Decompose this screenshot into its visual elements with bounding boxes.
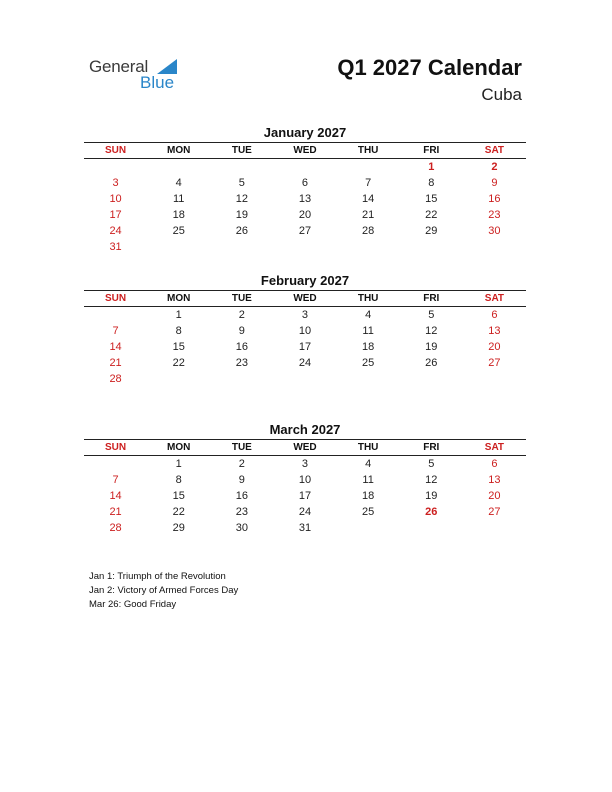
- day-cell: 16: [488, 193, 501, 205]
- day-cell: 29: [172, 522, 185, 534]
- day-cell: 12: [235, 193, 248, 205]
- day-cell: 19: [235, 209, 248, 221]
- day-cell: 26: [425, 506, 438, 518]
- weekday-fri: FRI: [423, 442, 440, 453]
- country-name: Cuba: [481, 85, 522, 104]
- weekday-tue: TUE: [231, 293, 252, 304]
- day-cell: 16: [235, 341, 248, 353]
- day-cell: 4: [365, 458, 372, 470]
- day-cell: 12: [425, 325, 438, 337]
- day-cell: 20: [488, 490, 501, 502]
- day-cell: 27: [488, 357, 501, 369]
- empty-cell: [147, 239, 210, 255]
- month-february: [84, 272, 526, 387]
- weekday-mon: MON: [167, 145, 191, 156]
- day-cell: 7: [112, 325, 119, 337]
- day-cell: 22: [172, 506, 185, 518]
- day-cell: 23: [488, 209, 501, 221]
- day-cell: 4: [175, 177, 182, 189]
- day-cell: 14: [109, 341, 122, 353]
- empty-cell: [337, 520, 400, 536]
- day-cell: 5: [238, 177, 245, 189]
- day-cell: 24: [298, 357, 312, 369]
- day-cell: 25: [362, 506, 375, 518]
- day-cell: 1: [428, 161, 435, 173]
- empty-cell: [84, 307, 147, 323]
- empty-cell: [463, 520, 526, 536]
- day-cell: 1: [175, 309, 182, 321]
- weekday-sat: SAT: [484, 145, 505, 156]
- day-cell: 30: [235, 522, 248, 534]
- day-cell: 11: [173, 193, 185, 205]
- day-cell: 6: [491, 458, 498, 470]
- empty-cell: [147, 159, 210, 175]
- month-march: [84, 421, 526, 536]
- weekday-sun: SUN: [105, 293, 127, 304]
- empty-cell: [463, 371, 526, 387]
- day-cell: 9: [238, 325, 245, 337]
- day-cell: 25: [362, 357, 375, 369]
- day-cell: 17: [298, 341, 312, 353]
- day-cell: 24: [298, 506, 312, 518]
- empty-cell: [273, 371, 336, 387]
- day-cell: 2: [238, 458, 245, 470]
- day-cell: 7: [112, 474, 119, 486]
- day-cell: 21: [109, 506, 122, 518]
- day-cell: 3: [112, 177, 119, 189]
- weekday-header-row: [84, 143, 526, 158]
- day-cell: 14: [362, 193, 375, 205]
- day-cell: 6: [491, 309, 498, 321]
- day-cell: 15: [172, 341, 185, 353]
- weekday-wed: WED: [293, 293, 317, 304]
- day-cell: 21: [362, 209, 375, 221]
- day-cell: 22: [172, 357, 185, 369]
- holiday-note: Jan 2: Victory of Armed Forces Day: [89, 585, 239, 596]
- day-cell: 3: [301, 309, 309, 321]
- generalblue-logo: [89, 54, 199, 94]
- day-cell: 1: [175, 458, 182, 470]
- weekday-tue: TUE: [231, 145, 252, 156]
- day-cell: 10: [109, 193, 122, 205]
- day-cell: 13: [488, 474, 501, 486]
- month-title: March 2027: [269, 422, 341, 437]
- empty-cell: [147, 371, 210, 387]
- day-grid: [84, 307, 526, 387]
- weekday-mon: MON: [167, 442, 191, 453]
- day-cell: 23: [235, 357, 248, 369]
- day-cell: 17: [109, 209, 122, 221]
- day-cell: 10: [298, 474, 312, 486]
- day-cell: 6: [301, 177, 309, 189]
- empty-cell: [210, 371, 273, 387]
- day-cell: 31: [109, 241, 122, 253]
- day-cell: 28: [109, 522, 122, 534]
- day-cell: 4: [365, 309, 372, 321]
- weekday-fri: FRI: [423, 145, 440, 156]
- weekday-fri: FRI: [423, 293, 440, 304]
- day-cell: 31: [298, 522, 312, 534]
- weekday-header-row: [84, 440, 526, 455]
- day-cell: 16: [235, 490, 248, 502]
- empty-cell: [273, 239, 336, 255]
- day-cell: 18: [362, 341, 375, 353]
- day-cell: 11: [362, 325, 374, 337]
- empty-cell: [400, 239, 463, 255]
- weekday-thu: THU: [357, 442, 379, 453]
- empty-cell: [210, 239, 273, 255]
- day-cell: 3: [301, 458, 309, 470]
- empty-cell: [84, 456, 147, 472]
- day-cell: 20: [488, 341, 501, 353]
- logo-triangle-icon: [157, 59, 177, 74]
- weekday-thu: THU: [357, 293, 379, 304]
- day-cell: 7: [365, 177, 372, 189]
- empty-cell: [400, 520, 463, 536]
- weekday-sat: SAT: [484, 293, 505, 304]
- day-cell: 22: [425, 209, 438, 221]
- day-cell: 13: [488, 325, 501, 337]
- logo-text-general: General: [89, 57, 149, 76]
- day-cell: 8: [175, 474, 182, 486]
- logo-text-blue: Blue: [140, 73, 175, 92]
- weekday-mon: MON: [167, 293, 191, 304]
- day-cell: 10: [298, 325, 312, 337]
- day-cell: 23: [235, 506, 248, 518]
- empty-cell: [337, 371, 400, 387]
- day-cell: 14: [109, 490, 122, 502]
- day-cell: 15: [172, 490, 185, 502]
- empty-cell: [400, 371, 463, 387]
- day-cell: 13: [298, 193, 312, 205]
- day-cell: 30: [488, 225, 501, 237]
- day-cell: 2: [238, 309, 245, 321]
- empty-cell: [337, 159, 400, 175]
- empty-cell: [337, 239, 400, 255]
- weekday-sun: SUN: [105, 442, 127, 453]
- holiday-note: Jan 1: Triumph of the Revolution: [89, 571, 226, 582]
- month-title: January 2027: [263, 125, 347, 140]
- empty-cell: [210, 159, 273, 175]
- day-cell: 28: [362, 225, 375, 237]
- day-cell: 12: [425, 474, 438, 486]
- day-grid: [84, 159, 526, 255]
- day-cell: 15: [425, 193, 438, 205]
- day-cell: 19: [425, 341, 438, 353]
- day-cell: 26: [425, 357, 438, 369]
- day-cell: 19: [425, 490, 438, 502]
- day-cell: 8: [175, 325, 182, 337]
- weekday-sat: SAT: [484, 442, 505, 453]
- day-cell: 5: [428, 309, 435, 321]
- month-january: [84, 124, 526, 255]
- page-title: Q1 2027 Calendar: [337, 55, 522, 80]
- day-cell: 17: [298, 490, 312, 502]
- day-cell: 8: [428, 177, 435, 189]
- day-cell: 18: [362, 490, 375, 502]
- day-cell: 28: [109, 373, 122, 385]
- day-grid: [84, 456, 526, 536]
- day-cell: 2: [491, 161, 498, 173]
- day-cell: 9: [491, 177, 498, 189]
- day-cell: 11: [362, 474, 374, 486]
- month-title: February 2027: [260, 273, 350, 288]
- empty-cell: [84, 159, 147, 175]
- empty-cell: [463, 239, 526, 255]
- weekday-thu: THU: [357, 145, 379, 156]
- day-cell: 18: [172, 209, 185, 221]
- weekday-tue: TUE: [231, 442, 252, 453]
- day-cell: 27: [488, 506, 501, 518]
- day-cell: 26: [235, 225, 248, 237]
- day-cell: 20: [298, 209, 312, 221]
- day-cell: 27: [298, 225, 312, 237]
- weekday-header-row: [84, 291, 526, 306]
- holiday-note: Mar 26: Good Friday: [89, 599, 177, 610]
- holiday-notes: [89, 570, 238, 612]
- weekday-sun: SUN: [105, 145, 127, 156]
- empty-cell: [273, 159, 336, 175]
- day-cell: 9: [238, 474, 245, 486]
- day-cell: 25: [172, 225, 185, 237]
- day-cell: 24: [109, 225, 122, 237]
- weekday-wed: WED: [293, 145, 317, 156]
- weekday-wed: WED: [293, 442, 317, 453]
- day-cell: 29: [425, 225, 438, 237]
- day-cell: 5: [428, 458, 435, 470]
- day-cell: 21: [109, 357, 122, 369]
